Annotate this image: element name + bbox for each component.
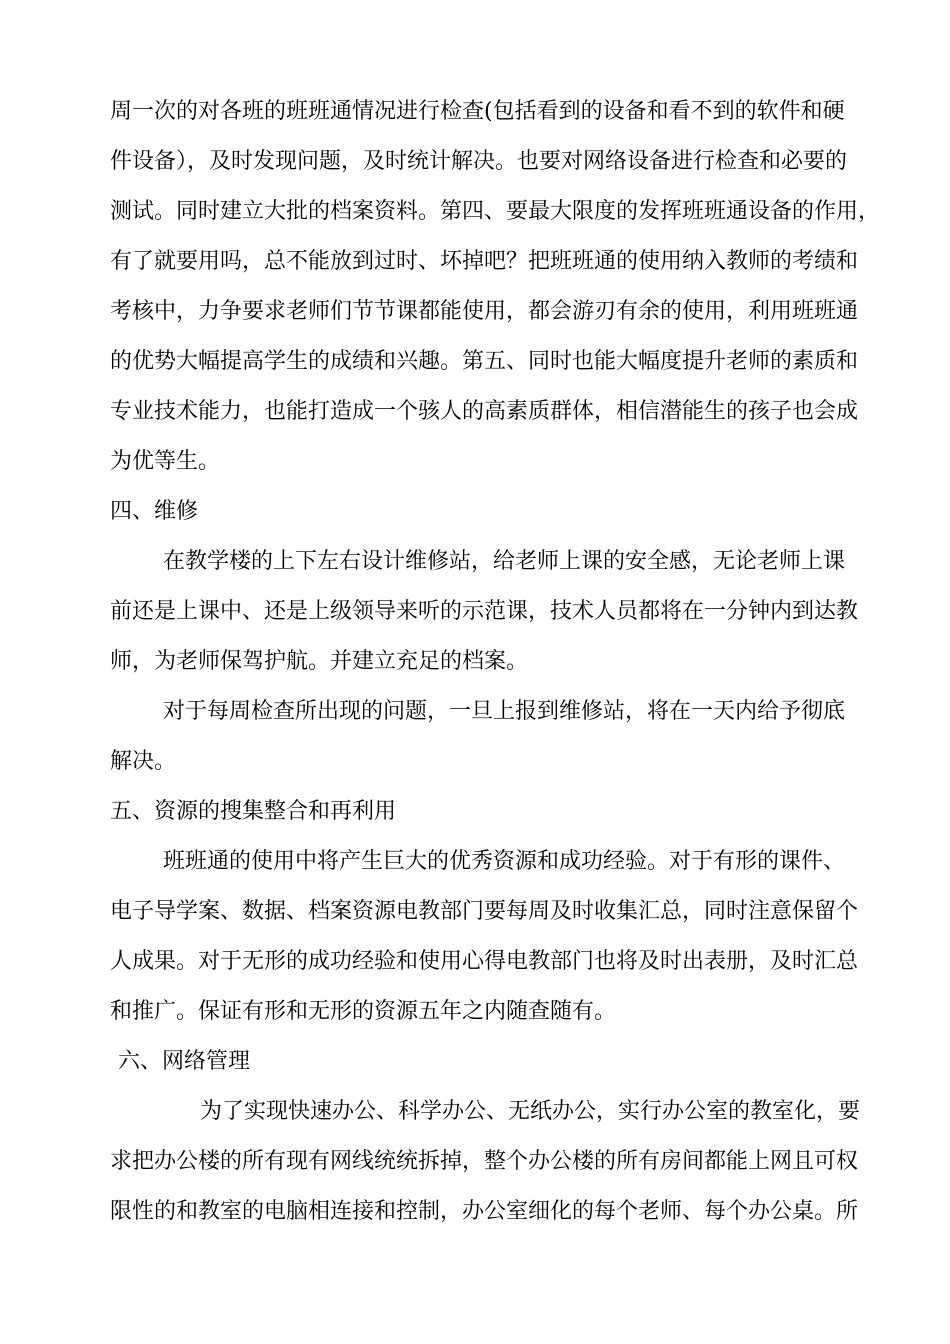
paragraph-line: 对于每周检查所出现的问题，一旦上报到维修站，将在一天内给予彻底 xyxy=(163,699,846,724)
paragraph-line: 电子导学案、数据、档案资源电教部门要每周及时收集汇总，同时注意保留个 xyxy=(110,899,859,924)
section-heading: 六、网络管理 xyxy=(118,1049,251,1074)
paragraph-line: 解决。 xyxy=(110,749,177,774)
paragraph-line: 考核中，力争要求老师们节节课都能使用，都会游刃有余的使用，利用班班通 xyxy=(110,299,859,324)
paragraph-line: 为优等生。 xyxy=(110,449,221,474)
paragraph-line: 求把办公楼的所有现有网线统统拆掉，整个办公楼的所有房间都能上网且可权 xyxy=(110,1149,859,1174)
paragraph-line: 人成果。对于无形的成功经验和使用心得电教部门也将及时出表册，及时汇总 xyxy=(110,949,859,974)
paragraph-line: 前还是上课中、还是上级领导来听的示范课，技术人员都将在一分钟内到达教 xyxy=(110,599,859,624)
paragraph-line: 有了就要用吗，总不能放到过时、坏掉吧？把班班通的使用纳入教师的考绩和 xyxy=(110,249,859,274)
paragraph-line: 周一次的对各班的班班通情况进行检查(包括看到的设备和看不到的软件和硬 xyxy=(110,99,845,124)
paragraph-line: 件设备），及时发现问题，及时统计解决。也要对网络设备进行检查和必要的 xyxy=(110,149,848,174)
section-heading: 五、资源的搜集整合和再利用 xyxy=(110,799,397,824)
paragraph-line: 限性的和教室的电脑相连接和控制，办公室细化的每个老师、每个办公桌。所 xyxy=(110,1199,859,1224)
paragraph-line: 为了实现快速办公、科学办公、无纸办公，实行办公室的教室化，要 xyxy=(200,1099,861,1124)
paragraph-line: 的优势大幅提高学生的成绩和兴趣。第五、同时也能大幅度提升老师的素质和 xyxy=(110,349,859,374)
paragraph-line: 班班通的使用中将产生巨大的优秀资源和成功经验。对于有形的课件、 xyxy=(163,849,846,874)
paragraph-line: 测试。同时建立大批的档案资料。第四、要最大限度的发挥班班通设备的作用， xyxy=(110,199,881,224)
section-heading: 四、维修 xyxy=(110,499,199,524)
paragraph-line: 和推广。保证有形和无形的资源五年之内随查随有。 xyxy=(110,999,617,1024)
paragraph-line: 师，为老师保驾护航。并建立充足的档案。 xyxy=(110,649,529,674)
paragraph-line: 在教学楼的上下左右设计维修站，给老师上课的安全感，无论老师上课 xyxy=(163,549,846,574)
paragraph-line: 专业技术能力，也能打造成一个骇人的高素质群体，相信潜能生的孩子也会成 xyxy=(110,399,859,424)
